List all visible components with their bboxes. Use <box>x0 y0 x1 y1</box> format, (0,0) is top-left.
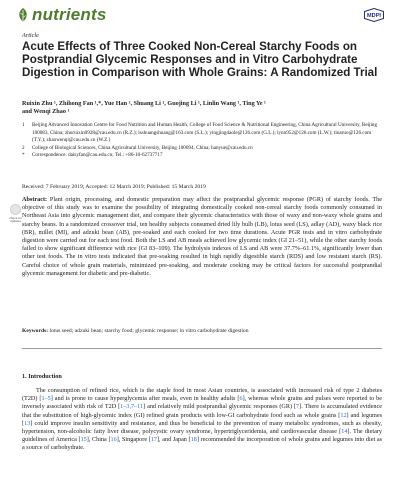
affiliation-item <box>22 122 384 145</box>
section-heading: 1. Introduction <box>22 373 62 380</box>
keywords <box>22 328 382 336</box>
intro-text: ] and relatively mild postprandial glycemic responses (GR) [ <box>143 403 297 411</box>
journal-name: nutrients <box>32 5 107 24</box>
leaf-icon <box>16 7 30 23</box>
publication-dates: Received: 7 February 2019; Accepted: 12 March 2019; Published: 15 March 2019 <box>22 184 206 190</box>
reference-link[interactable]: 12 <box>340 411 347 419</box>
affiliation-number: 1 <box>22 122 25 128</box>
keywords-label: Keywords: <box>22 328 49 334</box>
reference-link[interactable]: 14 <box>341 428 348 436</box>
intro-text: ]. There is accumulated evidence that the substitution of high-glycemic index (GI) refined grain products with low-GI carbohydrate food such as whole grains [ <box>22 403 382 419</box>
intro-text: The consumption of refined rice, which is the staple food in most Asian countries, is associated with increased risk of type 2 diabetes (T2D) [ <box>22 387 382 403</box>
check-updates-icon <box>10 204 21 215</box>
reference-link[interactable]: 18 <box>190 436 197 444</box>
affiliations <box>22 122 384 160</box>
intro-text: ] and is prone to cause hyperglycemia after meals, even in healthy adults [ <box>50 395 240 403</box>
intro-text: ] recommended the incorporation of whole grains and legumes into diet as a source of carbohydrate. <box>22 436 382 452</box>
reference-link[interactable]: 7 <box>296 403 300 411</box>
section-divider <box>22 348 382 349</box>
introduction-paragraph <box>22 387 382 453</box>
check-updates-label: check for updates <box>9 215 22 223</box>
reference-link[interactable]: 1–5 <box>41 395 51 403</box>
intro-text: ] could improve insulin sensitivity and resistance, and thus be beneficial to the prevention of many metabolic syndromes, such as obesity, hypertension, non-alcoholic fatty liver disease, polycystic ovary syndrome, hypertriglyceridemia, and cardiovascular disease [ <box>22 419 382 436</box>
authors-line: Ruixin Zhu ¹, Zhihong Fan ¹,*, Yue Han ², Shuang Li ¹, Guojing Li ¹, Linlin Wang ¹, Ting Ye ¹ <box>22 100 266 107</box>
intro-text: ]. The dietary guidelines of America [ <box>22 428 382 444</box>
reference-link[interactable]: 1–3,7–11 <box>120 403 144 411</box>
mdpi-logo <box>364 8 384 22</box>
authors <box>22 100 382 116</box>
article-type: Article <box>22 32 39 39</box>
affiliation-item <box>22 152 384 160</box>
intro-text: ], whereas whole grains and pulses were reported to be inversely associated with risk of T2D [ <box>22 395 382 411</box>
keywords-text: lotus seed; adzuki bean; starchy food; glycemic response; in vitro carbohydrate digestion <box>49 328 249 334</box>
intro-text: ], and Japan [ <box>156 436 191 444</box>
intro-text: ], China [ <box>86 436 111 444</box>
intro-text: ], Singapore [ <box>116 436 151 444</box>
mdpi-logo-text: MDPI <box>367 13 381 20</box>
reference-link[interactable]: 16 <box>110 436 117 444</box>
check-updates-badge[interactable] <box>9 204 22 231</box>
abstract-label: Abstract: <box>22 196 48 203</box>
affiliation-text: Correspondence: daisyfan@cau.edu.cn; Tel.: +86-10-62737717 <box>32 152 163 159</box>
reference-link[interactable]: 6 <box>239 395 243 403</box>
paper-title: Acute Effects of Three Cooked Non-Cereal Starchy Foods on Postprandial Glycemic Responses and in Vitro Carbohydrate Digestion in Comparison with Whole Grains: A Randomized Trial <box>22 40 378 80</box>
affiliation-number: * <box>22 152 25 159</box>
abstract <box>22 196 382 278</box>
affiliation-text: College of Biological Sciences, China Agricultural University, Beijing 100094, China; hanyue@cau.edu.cn <box>32 144 253 151</box>
journal-logo <box>16 5 107 25</box>
affiliation-number: 2 <box>22 144 25 151</box>
intro-text: ] and legumes [ <box>22 411 382 427</box>
reference-link[interactable]: 17 <box>150 436 157 444</box>
abstract-text: Plant origin, processing, and domestic preparation may affect the postprandial glycemic response (PGR) of starchy foods. The objective of this study was to examine the possibility of integrating domestically cooked non-cereal starchy foods commonly consumed in Northeast Asia into glycemic management diet, and compare their glycemic characteristics with those of waxy and non-waxy whole grains and starchy beans. In a randomized crossover trial, ten healthy subjects consumed dried lily bulb (LB), lotus seed (LS), adlay (AD), waxy black rice (BR), millet (MI), and adzuki bean (AB), pre-soaked and each cooked for two time durations. Acute PGR tests and in vitro carbohydrate digestion were carried out for each test food. Both the LS and AB meals achieved low glycemic index (GI 21–51), while the other starchy foods failed to show significant difference with rice (GI 83–109). The hydrolysis indexes of LS and AB were 37.7%–61.1%, significantly lower than other test foods. The in vitro tests indicated that pre-soaking resulted in high rapidly digestible starch (RDS) and low resistant starch (RS). Careful choice of whole grain materials, minimized pre-soaking, and moderate cooking may be critical factors for successful postprandial glycemic management for diabetic and pre-diabetic. <box>22 196 382 277</box>
reference-link[interactable]: 13 <box>24 419 31 427</box>
authors-line: and Wenqi Zhao ¹ <box>22 108 70 115</box>
affiliation-text: Beijing Advanced Innovation Centre for Food Nutrition and Human Health, College of Food Science & Nutritional Engineering, China Agricultural University, Beijing 100083, China; zhuruixin0928@cau.edu.cn (R.Z.); lsshuangshuang@163.com (S.L.); yingjingdaole@126.com (G.L.); lynn952@126.com (L.W.); tinaruo@126.com (T.Y.); zhaowenqi@cau.edu.cn (W.Z.) <box>32 122 378 144</box>
reference-link[interactable]: 15 <box>80 436 87 444</box>
